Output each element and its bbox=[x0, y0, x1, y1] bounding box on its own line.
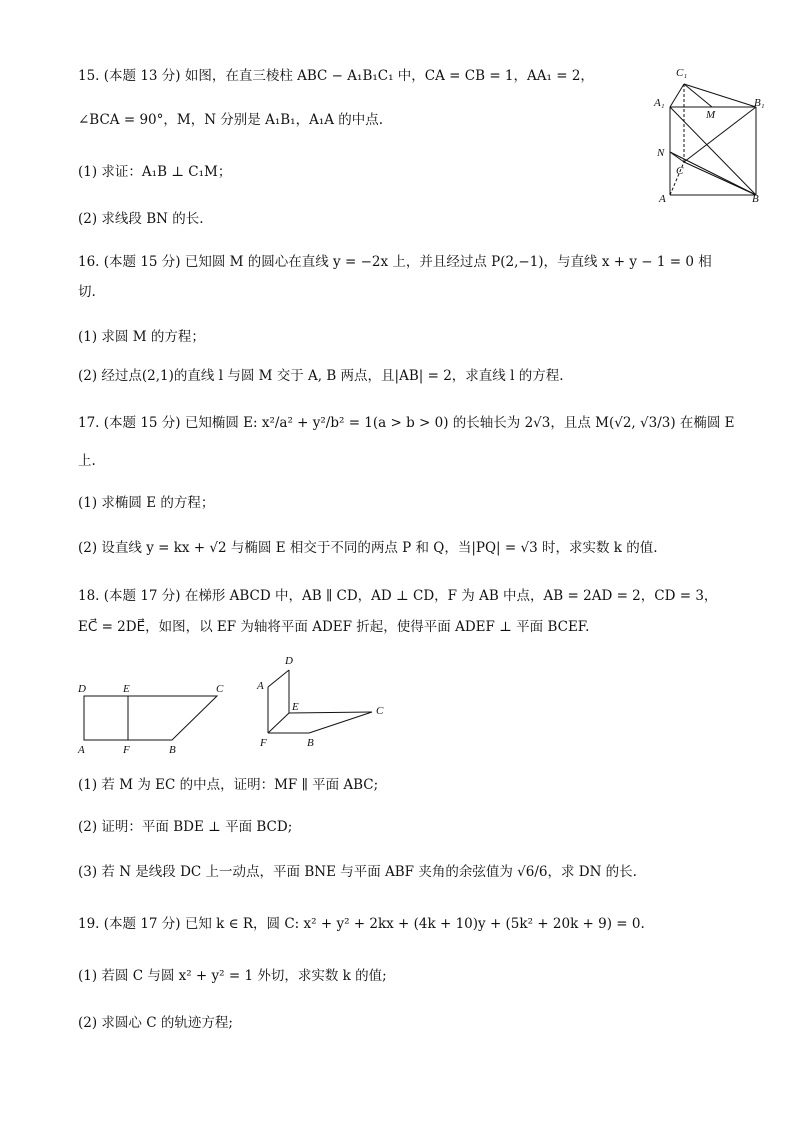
label-a: A bbox=[257, 680, 264, 692]
label-d: D bbox=[78, 683, 86, 695]
p19-question-1: (1) 若圆 C 与圆 x² + y² = 1 外切，求实数 k 的值; bbox=[78, 968, 387, 984]
label-d: D bbox=[285, 655, 293, 667]
p18-stem-line1: 18. (本题 17 分) 在梯形 ABCD 中，AB ∥ CD，AD ⊥ CD，F 为 AB 中点，AB = 2AD = 2，CD = 3， bbox=[78, 588, 718, 604]
p17-stem-line1: 17. (本题 15 分) 已知椭圆 E: x²/a² + y²/b² = 1(a > b > 0) 的长轴长为 2√3，且点 M(√2, √3/3) 在椭圆 E bbox=[78, 415, 735, 431]
label-a: A bbox=[659, 193, 666, 205]
p19-stem-line1: 19. (本题 17 分) 已知 k ∈ R，圆 C: x² + y² + 2kx + (4k + 10)y + (5k² + 20k + 9) = 0. bbox=[78, 916, 645, 932]
p16-stem-line2: 切. bbox=[78, 284, 96, 300]
label-b: B bbox=[169, 744, 176, 756]
label-e: E bbox=[292, 701, 299, 713]
label-f: F bbox=[260, 737, 267, 749]
p15-stem-line2: ∠BCA = 90°，M，N 分别是 A₁B₁，A₁A 的中点. bbox=[78, 112, 384, 128]
label-c: C bbox=[676, 165, 684, 177]
p17-question-1: (1) 求椭圆 E 的方程； bbox=[78, 495, 215, 511]
p17-question-2: (2) 设直线 y = kx + √2 与椭圆 E 相交于不同的两点 P 和 Q，当|PQ| = √3 时，求实数 k 的值. bbox=[78, 540, 658, 556]
p16-stem-line1: 16. (本题 15 分) 已知圆 M 的圆心在直线 y = −2x 上，并且经过点 P(2,−1)，与直线 x + y − 1 = 0 相 bbox=[78, 254, 712, 270]
label-b1: B₁ bbox=[754, 97, 765, 109]
label-e: E bbox=[123, 683, 130, 695]
p18-stem-line2: EC⃗ = 2DE⃗，如图，以 EF 为轴将平面 ADEF 折起，使得平面 ADEF ⊥ 平面 BCEF. bbox=[78, 619, 590, 635]
p19-question-2: (2) 求圆心 C 的轨迹方程; bbox=[78, 1015, 233, 1031]
label-n: N bbox=[657, 147, 665, 159]
p18-question-1: (1) 若 M 为 EC 的中点，证明：MF ∥ 平面 ABC; bbox=[78, 777, 379, 793]
label-c: C bbox=[376, 705, 384, 717]
folded-figure bbox=[252, 652, 402, 752]
label-c: C bbox=[216, 683, 224, 695]
p16-question-2: (2) 经过点(2,1)的直线 l 与圆 M 交于 A, B 两点，且|AB| = 2，求直线 l 的方程. bbox=[78, 368, 564, 384]
label-a1: A₁ bbox=[654, 97, 665, 109]
label-a: A bbox=[78, 744, 85, 756]
prism-figure bbox=[650, 62, 770, 207]
label-b: B bbox=[752, 193, 759, 205]
p15-question-1: (1) 求证：A₁B ⊥ C₁M； bbox=[78, 164, 232, 180]
label-f: F bbox=[123, 744, 130, 756]
p15-stem-line1: 15. (本题 13 分) 如图，在直三棱柱 ABC − A₁B₁C₁ 中，CA = CB = 1，AA₁ = 2， bbox=[78, 68, 594, 84]
p15-question-2: (2) 求线段 BN 的长. bbox=[78, 211, 204, 227]
p18-question-3: (3) 若 N 是线段 DC 上一动点，平面 BNE 与平面 ABF 夹角的余弦值为 √6/6，求 DN 的长. bbox=[78, 864, 637, 880]
label-b: B bbox=[307, 737, 314, 749]
trapezoid-figure bbox=[72, 676, 242, 756]
p18-question-2: (2) 证明：平面 BDE ⊥ 平面 BCD; bbox=[78, 819, 293, 835]
p16-question-1: (1) 求圆 M 的方程； bbox=[78, 329, 205, 345]
label-c1: C₁ bbox=[676, 67, 688, 79]
label-m: M bbox=[706, 109, 716, 121]
p17-stem-line2: 上. bbox=[78, 453, 96, 469]
